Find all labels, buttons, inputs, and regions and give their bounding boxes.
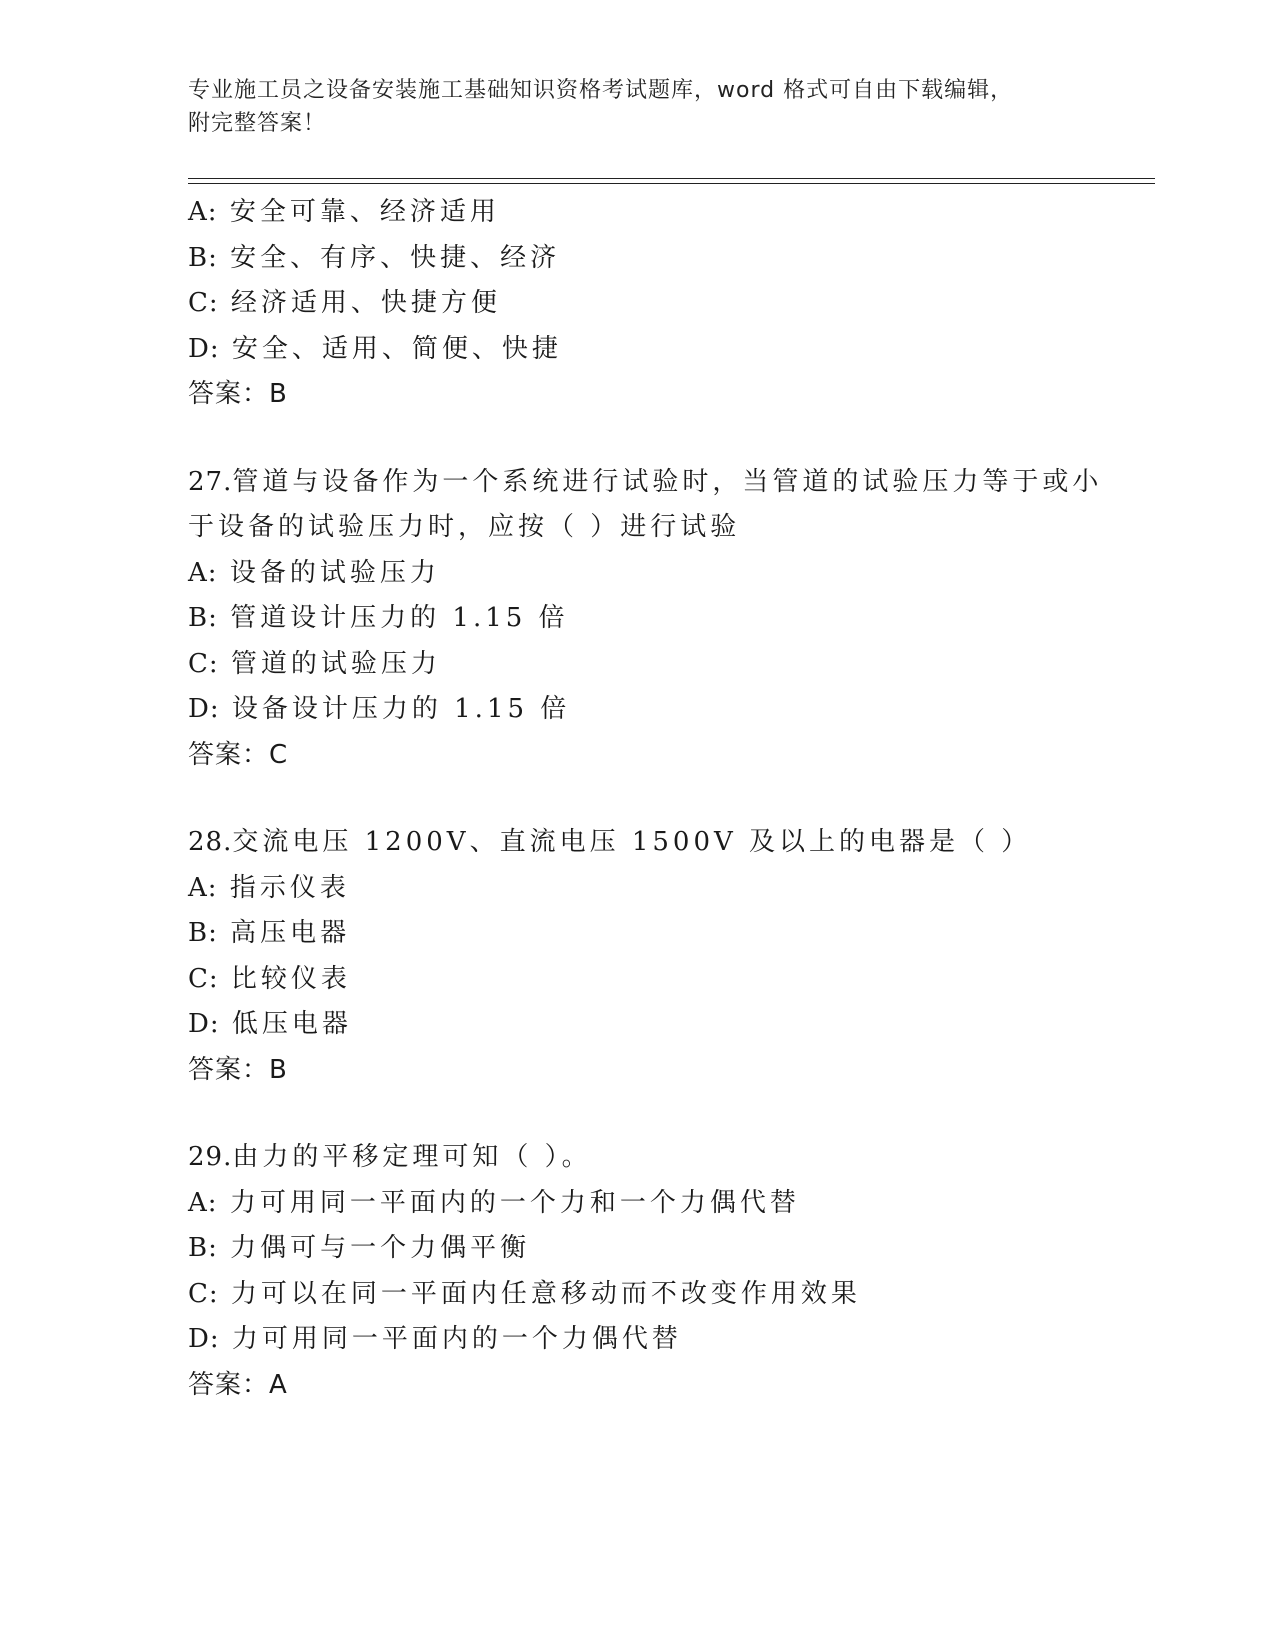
question-block-29 xyxy=(188,1135,1088,1408)
page-header xyxy=(188,74,1088,140)
option-a: A: 设备的试验压力 xyxy=(188,557,440,588)
answer-line: 答案：B xyxy=(188,1054,289,1085)
option-d: D: 低压电器 xyxy=(188,1009,352,1039)
spacer xyxy=(188,778,1088,820)
answer-value: C xyxy=(269,739,290,770)
answer-value: A xyxy=(269,1369,289,1400)
header-line-1: 专业施工员之设备安装施工基础知识资格考试题库，word 格式可自由下载编辑， xyxy=(188,78,1014,103)
option-a: A: 安全可靠、经济适用 xyxy=(188,197,500,227)
question-block-27 xyxy=(188,460,1103,779)
option-b: B: 力偶可与一个力偶平衡 xyxy=(188,1233,531,1263)
header-divider-bottom xyxy=(188,183,1155,184)
question-stem: 27.管道与设备作为一个系统进行试验时，当管道的试验压力等于或小 xyxy=(188,466,1103,497)
question-stem-continued: 于设备的试验压力时，应按（ ）进行试验 xyxy=(188,512,741,542)
answer-line: 答案：C xyxy=(188,739,290,770)
option-c: C: 管道的试验压力 xyxy=(188,648,441,679)
option-b: B: 高压电器 xyxy=(188,918,351,948)
option-a: A: 指示仪表 xyxy=(188,872,350,903)
spacer xyxy=(188,418,1088,460)
option-d: D: 设备设计压力的 1.15 倍 xyxy=(188,694,571,724)
option-b: B: 管道设计压力的 1.15 倍 xyxy=(188,603,569,633)
answer-line: 答案：B xyxy=(188,379,289,409)
option-b: B: 安全、有序、快捷、经济 xyxy=(188,242,561,273)
option-c: C: 比较仪表 xyxy=(188,963,351,994)
option-d: D: 力可用同一平面内的一个力偶代替 xyxy=(188,1324,682,1354)
header-divider-top xyxy=(188,178,1155,179)
header-line-2: 附完整答案！ xyxy=(188,111,327,136)
question-stem: 29.由力的平移定理可知（ ）。 xyxy=(188,1142,592,1172)
question-stem: 28.交流电压 1200V、直流电压 1500V 及以上的电器是（ ） xyxy=(188,827,1032,857)
question-block-28 xyxy=(188,820,1088,1093)
question-list xyxy=(188,190,1103,1408)
option-c: C: 经济适用、快捷方便 xyxy=(188,288,501,318)
answer-value: B xyxy=(269,1054,289,1085)
spacer xyxy=(188,1093,1088,1135)
option-a: A: 力可用同一平面内的一个力和一个力偶代替 xyxy=(188,1187,800,1218)
answer-value: B xyxy=(269,379,289,409)
answer-line: 答案：A xyxy=(188,1369,289,1400)
option-c: C: 力可以在同一平面内任意移动而不改变作用效果 xyxy=(188,1278,861,1309)
option-d: D: 安全、适用、简便、快捷 xyxy=(188,333,562,364)
question-block-26 xyxy=(188,190,1088,418)
